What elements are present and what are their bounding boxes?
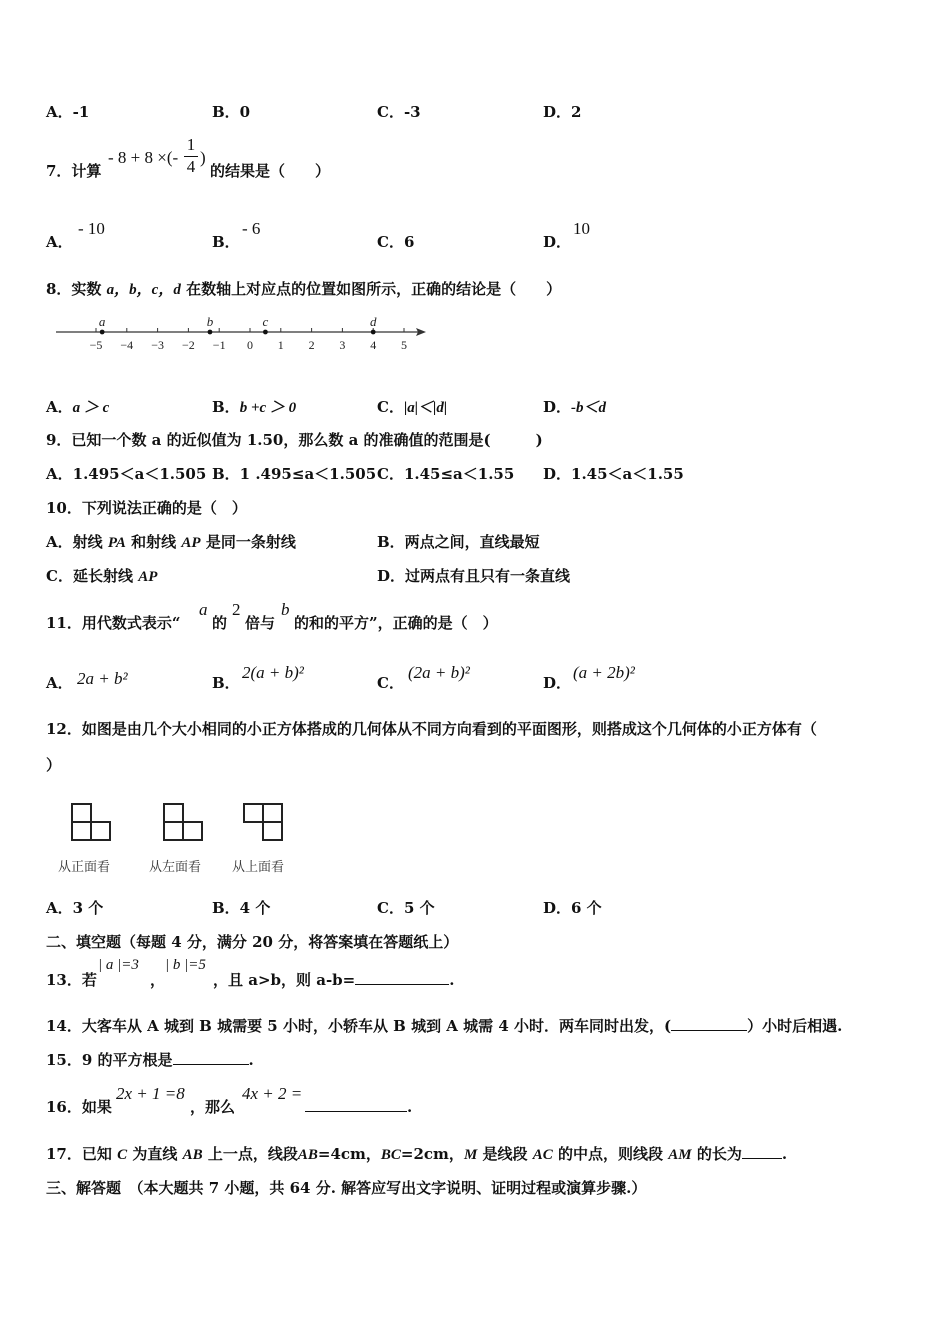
q17-var-ab: AB — [182, 1147, 203, 1163]
q11-stem-suffix: 的和的平方”，正确的是（ ） — [294, 614, 498, 632]
q11-option-b: B． — [212, 674, 240, 692]
q15-text — [46, 1050, 254, 1070]
q8-option-c-prefix: C． — [377, 398, 404, 416]
number-line-tick-label: −5 — [89, 338, 103, 352]
q7-fraction-denominator: 4 — [184, 156, 198, 177]
q8-stem-suffix: 在数轴上对应点的位置如图所示，正确的结论是（ ） — [186, 280, 562, 298]
number-line — [54, 312, 434, 356]
q16-equation: 2x + 1 =8 — [116, 1084, 185, 1103]
q14-answer-blank[interactable] — [671, 1016, 747, 1031]
q11-option-a-value: 2a + b² — [77, 669, 128, 688]
q7-option-a: A． — [46, 233, 73, 251]
number-line-tick-label: −3 — [151, 338, 164, 352]
q13-expr-a: | a |=3 — [98, 957, 139, 973]
number-line-point-label-b: b — [206, 314, 214, 329]
section-2-heading: 二、填空题（每题 4 分，满分 20 分，将答案填在答题纸上） — [46, 933, 459, 951]
q9-stem: 9．已知一个数 a 的近似值为 1.50，那么数 a 的准确值的范围是( ) — [46, 431, 543, 449]
q17-t2: 为直线 — [132, 1145, 178, 1163]
q8-option-a-text: a ＞ c — [72, 400, 110, 416]
q10-option-a-part3: 是同一条射线 — [205, 533, 296, 551]
q17-t7: 的中点，则线段 — [558, 1145, 664, 1163]
q8-stem — [46, 279, 561, 300]
q17-text — [46, 1144, 787, 1165]
q7-close-paren: ) — [200, 148, 206, 167]
number-line-point-label-a: a — [98, 314, 106, 329]
q7-prefix: 7．计算 — [46, 162, 102, 180]
q16-end: . — [407, 1098, 413, 1116]
q11-option-d-value: (a + 2b)² — [573, 663, 635, 682]
q17-var-ab2: AB — [297, 1147, 318, 1163]
q12-stem-line1: 12．如图是由几个大小相同的小正方体搭成的几何体从不同方向看到的平面图形，则搭成这个几何体的小正方体有（ — [46, 720, 817, 738]
q8-option-b-text: b +c ＞ 0 — [239, 400, 297, 416]
q7-fraction — [184, 135, 198, 177]
q13-condition: ，且 a>b，则 a-b= — [213, 971, 356, 989]
q8-option-d-prefix: D． — [543, 398, 572, 416]
number-line-point-c — [263, 330, 268, 335]
top-view-figure — [242, 802, 286, 842]
q10-option-b: B．两点之间，直线最短 — [377, 533, 540, 551]
q17-t1: 17．已知 — [46, 1145, 112, 1163]
q17-var-bc: BC — [380, 1147, 401, 1163]
q11-stem-prefix: 11．用代数式表示“ — [46, 614, 181, 632]
q9-option-c: C．1.45≤a＜1.55 — [377, 465, 515, 483]
q7-option-d: D． — [543, 233, 572, 251]
q12-option-d: D．6 个 — [543, 899, 602, 917]
q17-answer-blank[interactable] — [742, 1144, 782, 1159]
q8-option-d — [543, 397, 606, 418]
q12-option-b: B．4 个 — [212, 899, 271, 917]
q8-stem-prefix: 8．实数 — [46, 280, 102, 298]
number-line-point-label-d: d — [369, 314, 377, 329]
q10-option-d: D．过两点有且只有一条直线 — [377, 567, 571, 585]
number-line-tick-label: −4 — [120, 338, 134, 352]
q6-option-b: B．0 — [212, 103, 251, 121]
q10-option-c-var: AP — [138, 569, 158, 585]
q13-text — [213, 970, 454, 990]
q16-answer-blank[interactable] — [305, 1097, 407, 1112]
q17-t4: =4cm， — [317, 1145, 381, 1163]
q15-prefix: 15．9 的平方根是 — [46, 1051, 173, 1069]
front-view-caption: 从正面看 — [58, 860, 111, 875]
number-line-tick-label: −2 — [182, 338, 195, 352]
q17-t5: =2cm， — [400, 1145, 464, 1163]
q13-end: . — [449, 971, 455, 989]
q8-option-c-text: |a|＜|d| — [403, 400, 448, 416]
q13-separator: ， — [150, 971, 166, 989]
number-line-point-a — [100, 330, 105, 335]
q14-prefix: 14．大客车从 A 城到 B 城需要 5 小时，小轿车从 B 城到 A 城需 4 小时．两车同时出发，( — [46, 1017, 672, 1035]
section-3-heading: 三、解答题 （本大题共 7 小题，共 64 分. 解答应写出文字说明、证明过程或演算步骤.） — [46, 1179, 647, 1197]
q17-var-m: M — [463, 1147, 478, 1163]
q17-var-ac: AC — [532, 1147, 553, 1163]
q6-option-a: A．-1 — [46, 103, 90, 121]
q11-option-a: A． — [46, 674, 73, 692]
q7-expression: - 8 + 8 ×(- — [108, 148, 179, 167]
number-line-point-d — [371, 330, 376, 335]
q6-option-d: D．2 — [543, 103, 582, 121]
q8-option-a — [46, 397, 109, 418]
q13-prefix: 13．若 — [46, 971, 97, 989]
q10-option-a-part1: A．射线 — [46, 533, 103, 551]
q11-stem-mid1: 的 — [212, 614, 228, 632]
q11-option-c-value: (2a + b)² — [408, 663, 470, 682]
q11-option-d: D． — [543, 674, 572, 692]
q14-suffix: ）小时后相遇. — [747, 1017, 843, 1035]
left-view-caption: 从左面看 — [149, 860, 202, 875]
q7-option-c: C．6 — [377, 233, 415, 251]
q17-t6: 是线段 — [482, 1145, 528, 1163]
q16-answer — [305, 1097, 412, 1117]
q10-option-a-var2: AP — [181, 535, 201, 551]
q8-option-a-prefix: A． — [46, 398, 73, 416]
q15-answer-blank[interactable] — [173, 1050, 249, 1065]
q12-option-c: C．5 个 — [377, 899, 435, 917]
q17-t8: 的长为 — [696, 1145, 742, 1163]
q7-fraction-numerator: 1 — [186, 135, 196, 154]
q14-text — [46, 1016, 842, 1036]
top-view-caption: 从上面看 — [232, 860, 285, 875]
number-line-point-label-c: c — [262, 314, 269, 329]
q17-t3: 上一点，线段 — [207, 1145, 298, 1163]
number-line-tick-label: −1 — [212, 338, 226, 352]
q8-option-c — [377, 397, 447, 418]
number-line-point-b — [208, 330, 213, 335]
number-line-tick-label: 5 — [401, 338, 407, 352]
q11-option-c: C． — [377, 674, 404, 692]
q7-option-a-value: - 10 — [78, 219, 105, 238]
q6-option-c: C．-3 — [377, 103, 421, 121]
q17-end: . — [781, 1145, 788, 1163]
q12-stem-line2: ） — [46, 756, 62, 774]
q11-var-b: b — [281, 600, 290, 619]
q13-answer-blank[interactable] — [355, 970, 449, 985]
q11-var-a: a — [199, 600, 208, 619]
q7-option-b: B． — [212, 233, 240, 251]
q7-option-d-value: 10 — [573, 219, 590, 238]
q10-option-c — [46, 566, 157, 587]
number-line-tick-label: 2 — [308, 338, 315, 352]
q8-option-d-text: -b＜d — [571, 400, 607, 416]
q7-option-b-value: - 6 — [242, 219, 261, 238]
q12-option-a: A．3 个 — [46, 899, 104, 917]
q9-option-d: D．1.45＜a＜1.55 — [543, 465, 684, 483]
front-view-figure — [70, 802, 114, 842]
q9-option-b: B．1 .495≤a＜1.505 — [212, 465, 377, 483]
q10-option-a-part2: 和射线 — [131, 533, 177, 551]
number-line-tick-label: 4 — [370, 338, 377, 352]
q10-option-a — [46, 532, 296, 553]
number-line-tick-label: 0 — [247, 338, 253, 352]
q17-var-am: AM — [668, 1147, 692, 1163]
q10-option-a-var1: PA — [107, 535, 126, 551]
q10-option-c-text: C．延长射线 — [46, 567, 133, 585]
q8-stem-vars: a，b，c，d — [106, 282, 181, 298]
q15-end: . — [248, 1051, 254, 1069]
q16-prefix: 16．如果 — [46, 1098, 112, 1116]
number-line-tick-label: 3 — [339, 338, 346, 352]
q10-stem: 10．下列说法正确的是（ ） — [46, 499, 247, 517]
q16-expression: 4x + 2 = — [242, 1084, 303, 1103]
q13-expr-b: | b |=5 — [165, 957, 206, 973]
q17-var-c: C — [117, 1147, 128, 1163]
q11-stem-mid2: 倍与 — [245, 614, 276, 632]
number-line-tick-label: 1 — [277, 338, 284, 352]
q7-suffix: 的结果是（ ） — [210, 162, 331, 180]
q8-option-b-prefix: B． — [212, 398, 240, 416]
left-view-figure — [162, 802, 206, 842]
q11-number-2: 2 — [232, 600, 241, 619]
q11-option-b-value: 2(a + b)² — [242, 663, 304, 682]
q8-option-b — [212, 397, 296, 418]
q16-middle: ，那么 — [190, 1098, 236, 1116]
q9-option-a: A．1.495＜a＜1.505 — [46, 465, 207, 483]
